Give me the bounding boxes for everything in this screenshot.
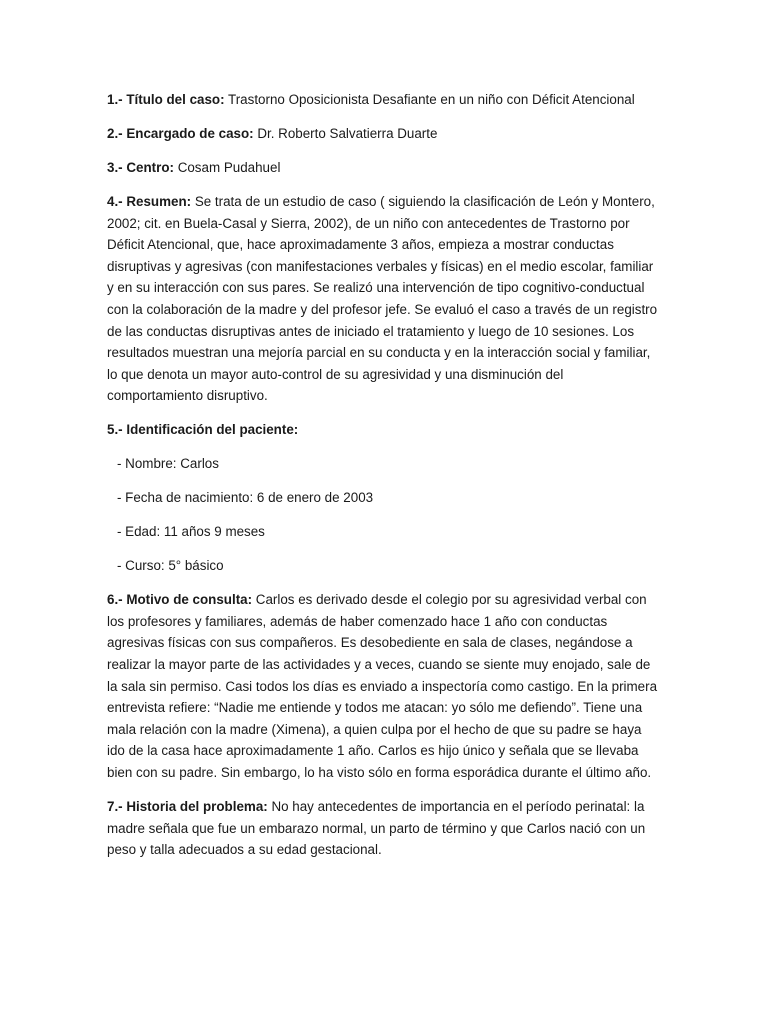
section-patient-identification [107,419,662,441]
section-text: Se trata de un estudio de caso ( siguiendo la clasificación de León y Montero, 2002; cit. en Buela-Casal y Sierra, 2002), de un niño con antecedentes de Trastorno por Déficit Atencional, que, hace aproximadamente 3 años, empieza a mostrar conductas disruptivas y agresivas (con manifestaciones verbales y físicas) en el medio escolar, familiar y en su interacción con sus pares. Se realizó una intervención de tipo cognitivo-conductual con la colaboración de la madre y del profesor jefe. Se evaluó el caso a través de un registro de las conductas disruptivas antes de iniciado el tratamiento y luego de 10 sesiones. Los resultados muestran una mejoría parcial en su conducta y en la interacción social y familiar, lo que denota un mayor auto-control de su agresividad y una disminución del comportamiento disruptivo. [107,193,658,404]
section-label: 4.- Resumen: [107,193,192,209]
section-label: 3.- Centro: [107,159,174,175]
document-page [107,89,662,873]
section-text: Trastorno Oposicionista Desafiante en un niño con Déficit Atencional [224,92,635,107]
patient-birthdate: - Fecha de nacimiento: 6 de enero de 2003 [117,490,374,506]
patient-age: - Edad: 11 años 9 meses [117,524,265,540]
section-label: 2.- Encargado de caso: [107,125,254,141]
section-consultation-reason [107,589,662,783]
section-label: 5.- Identificación del paciente: [107,422,299,438]
section-text: Cosam Pudahuel [173,159,281,175]
section-label: 1.- Título del caso: [107,92,225,107]
section-case-title [107,89,662,111]
section-label: 7.- Historia del problema: [107,798,268,814]
section-text: No hay antecedentes de importancia en el período perinatal: la madre señala que fue un embarazo normal, un parto de término y que Carlos nació con un peso y talla adecuados a su edad gestacional. [107,798,646,858]
patient-name: - Nombre: Carlos [117,456,219,472]
section-text: Carlos es derivado desde el colegio por su agresividad verbal con los profesores y familiares, además de haber comenzado hace 1 año con conductas agresivas físicas con sus compañeros. Es desobediente en sala de clases, negándose a realizar la mayor parte de las actividades y a veces, cuando se siente muy enojado, sale de la sala sin permiso. Casi todos los días es enviado a inspectoría como castigo. En la primera entrevista refiere: “Nadie me entiende y todos me atacan: yo sólo me defiendo”. Tiene una mala relación con la madre (Ximena), a quien culpa por el hecho de que su padre se haya ido de la casa hace aproximadamente 1 año. Carlos es hijo único y señala que se llevaba bien con su padre. Sin embargo, lo ha visto sólo en forma esporádica durante el último año. [107,592,658,780]
section-case-manager [107,123,662,145]
section-center [107,157,662,179]
section-problem-history [107,796,662,861]
section-summary [107,191,662,407]
patient-grade: - Curso: 5° básico [117,558,224,574]
section-text: Dr. Roberto Salvatierra Duarte [253,125,438,141]
section-label: 6.- Motivo de consulta: [107,592,253,608]
